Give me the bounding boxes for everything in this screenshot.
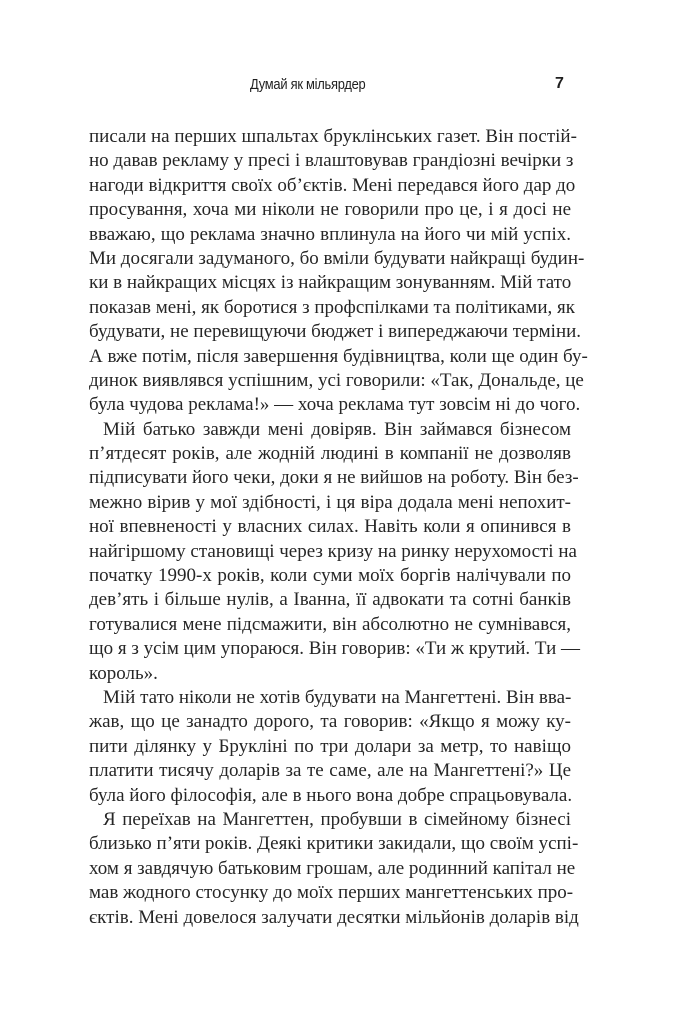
- running-head: [0, 76, 682, 100]
- paragraph-1: [89, 125, 588, 418]
- text-line: платити тисячу доларів за те саме, але на Мангеттені?» Це: [89, 760, 571, 782]
- text-line: будувати, не перевищуючи бюджет і випереджаючи терміни.: [89, 321, 582, 343]
- text-line: Ми досягали задуманого, бо вміли будувати найкращі будин-: [89, 247, 585, 269]
- text-line: пити ділянку у Брукліні по три долари за метр, то навіщо: [89, 735, 571, 757]
- text-line: п’ятдесят років, але жодній людині в компанії не дозволяв: [89, 443, 571, 465]
- text-line: початку 1990-х років, коли суми моїх боргів налічували по: [89, 565, 571, 587]
- text-line: жав, що це занадто дорого, та говорив: «Якщо я можу ку-: [89, 711, 571, 733]
- text-line: Я переїхав на Мангеттен, пробувши в сімейному бізнесі: [103, 808, 571, 830]
- text-line: нагоди відкриття своїх об’єктів. Мені передався його дар до: [89, 174, 576, 196]
- paragraph-3: [89, 686, 571, 808]
- text-line: близько п’яти років. Деякі критики закидали, що своїм успі-: [89, 833, 579, 855]
- text-line: вважаю, що реклама значно вплинула на його чи мій успіх.: [89, 223, 571, 245]
- text-line: готувалися мене підсмажити, він абсолютно не сумнівався,: [89, 613, 571, 635]
- text-line: мав жодного стосунку до моїх перших мангеттенських про-: [89, 882, 574, 904]
- paragraph-4: [89, 808, 579, 930]
- text-line: межно вірив у мої здібності, і ця віра додала мені непохит-: [89, 491, 571, 513]
- text-line: король».: [89, 662, 158, 684]
- text-line: була його філософія, але в нього вона добре спрацьовувала.: [89, 784, 573, 806]
- text-line: єктів. Мені довелося залучати десятки мільйонів доларів від: [89, 906, 579, 928]
- text-line: хом я завдячую батьковим грошам, але родинний капітал не: [89, 857, 576, 879]
- text-line: показав мені, як боротися з профспілками та політиками, як: [89, 296, 575, 318]
- paragraph-2: [89, 418, 580, 686]
- running-title: Думай як мільярдер: [250, 76, 366, 93]
- page-number: 7: [555, 75, 564, 92]
- text-line: но давав рекламу у пресі і влаштовував грандіозні вечірки з: [89, 150, 574, 172]
- text-line: дев’ять і більше нулів, а Іванна, її адвокати та сотні банків: [89, 589, 571, 611]
- text-line: Мій тато ніколи не хотів будувати на Мангеттені. Він вва-: [103, 686, 572, 708]
- text-line: динок виявлявся успішним, усі говорили: «Так, Дональде, це: [89, 369, 584, 391]
- text-line: була чудова реклама!» — хоча реклама тут зовсім ні до чого.: [89, 394, 581, 416]
- text-line: А вже потім, після завершення будівництва, коли ще один бу-: [89, 345, 588, 367]
- text-line: найгіршому становищі через кризу на ринку нерухомості на: [89, 540, 577, 562]
- text-line: ної впевненості у власних силах. Навіть коли я опинився в: [89, 516, 571, 538]
- text-line: ки в найкращих місцях із найкращим зонуванням. Мій тато: [89, 272, 572, 294]
- text-line: що я з усім цим упораюся. Він говорив: «Ти ж крутий. Ти —: [89, 638, 580, 660]
- text-line: просування, хоча ми ніколи не говорили про це, і я досі не: [89, 199, 571, 221]
- text-line: підписувати його чеки, доки я не вийшов на роботу. Він без-: [89, 467, 579, 489]
- text-line: писали на перших шпальтах бруклінських газет. Він постій-: [89, 126, 577, 147]
- body-text: [89, 125, 588, 930]
- text-line: Мій батько завжди мені довіряв. Він займався бізнесом: [103, 418, 571, 440]
